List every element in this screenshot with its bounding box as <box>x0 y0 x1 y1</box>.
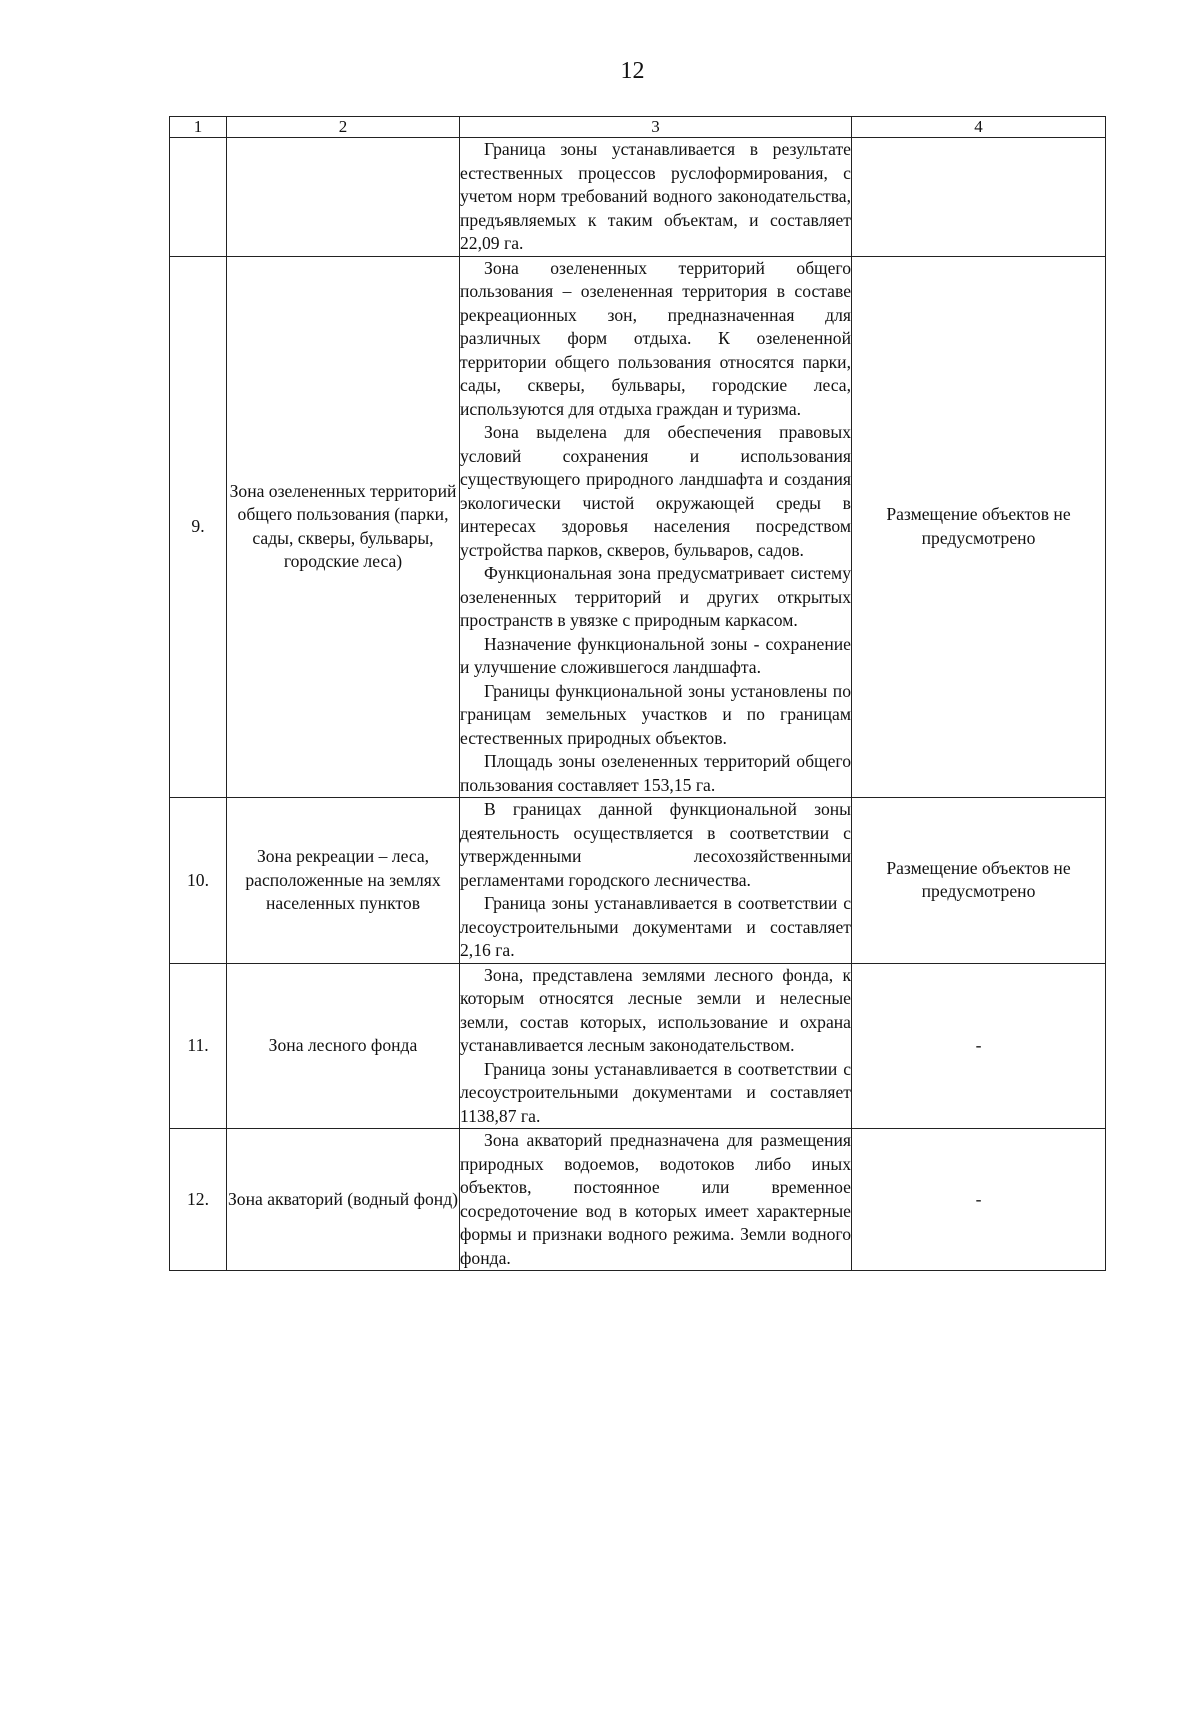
row-number <box>170 138 227 257</box>
allowed-objects: - <box>852 1129 1106 1271</box>
table-row <box>170 138 1106 257</box>
row-number: 11. <box>170 963 227 1129</box>
page-number: 12 <box>620 58 645 84</box>
column-header: 4 <box>852 117 1106 138</box>
description-paragraph: Граница зоны устанавливается в результате естественных процессов руслоформирования, с учетом норм требований водного законодательства, предъявляемых к таким объектам, и составляет 22,09 га. <box>460 139 851 253</box>
zone-description <box>460 963 852 1129</box>
table-row <box>170 798 1106 964</box>
allowed-objects: Размещение объектов не предусмотрено <box>852 256 1106 798</box>
table-row <box>170 256 1106 798</box>
allowed-objects: Размещение объектов не предусмотрено <box>852 798 1106 964</box>
description-paragraph: Границы функциональной зоны установлены по границам земельных участков и по границам естественных природных объектов. <box>460 680 851 748</box>
description-paragraph: Функциональная зона предусматривает систему озелененных территорий и других открытых пространств в увязке с природным каркасом. <box>460 563 851 630</box>
description-paragraph: Граница зоны устанавливается в соответствии с лесоустроительными документами и составляет 1138,87 га. <box>460 1058 851 1126</box>
zone-description <box>460 1129 852 1271</box>
column-header: 3 <box>460 117 852 138</box>
description-paragraph: Зона озелененных территорий общего пользования – озелененная территория в составе рекреационных зон, предназначенная для различных форм отдыха. К озелененной территории общего пользования относятся парки, сады, скверы, бульвары, городские леса, используются для отдыха граждан и туризма. <box>460 257 851 419</box>
description-paragraph: Назначение функциональной зоны - сохранение и улучшение сложившегося ландшафта. <box>460 633 851 677</box>
description-paragraph: Зона выделена для обеспечения правовых условий сохранения и использования существующего природного ландшафта и создания экологически чистой окружающей среды в интересах здоровья населения посредством устройства парков, скверов, бульваров, садов. <box>460 422 851 560</box>
table-row <box>170 1129 1106 1271</box>
description-paragraph: Площадь зоны озелененных территорий общего пользования составляет 153,15 га. <box>460 751 851 795</box>
row-number: 10. <box>170 798 227 964</box>
zones-table <box>169 116 1106 1271</box>
zone-description <box>460 256 852 798</box>
zone-name: Зона рекреации – леса, расположенные на землях населенных пунктов <box>227 798 460 964</box>
zone-name: Зона озелененных территорий общего пользования (парки, сады, скверы, бульвары, городские леса) <box>227 256 460 798</box>
column-header: 1 <box>170 117 227 138</box>
header-row <box>170 117 1106 138</box>
zone-description <box>460 798 852 964</box>
zone-name: Зона лесного фонда <box>227 963 460 1129</box>
zone-name <box>227 138 460 257</box>
table-row <box>170 963 1106 1129</box>
description-paragraph: В границах данной функциональной зоны деятельность осуществляется в соответствии с утвержденными лесохозяйственными регламентами городского лесничества. <box>460 799 851 890</box>
row-number: 12. <box>170 1129 227 1271</box>
allowed-objects <box>852 138 1106 257</box>
row-number: 9. <box>170 256 227 798</box>
description-paragraph: Зона, представлена землями лесного фонда, к которым относятся лесные земли и нелесные земли, состав которых, использование и охрана устанавливается лесным законодательством. <box>460 964 851 1055</box>
description-paragraph: Граница зоны устанавливается в соответствии с лесоустроительными документами и составляет 2,16 га. <box>460 893 851 960</box>
zone-name: Зона акваторий (водный фонд) <box>227 1129 460 1271</box>
zone-description <box>460 138 852 257</box>
column-header: 2 <box>227 117 460 138</box>
description-paragraph: Зона акваторий предназначена для размещения природных водоемов, водотоков либо иных объектов, постоянное или временное сосредоточение вод в которых имеет характерные формы и признаки водного режима. Земли водного фонда. <box>460 1130 851 1268</box>
allowed-objects: - <box>852 963 1106 1129</box>
